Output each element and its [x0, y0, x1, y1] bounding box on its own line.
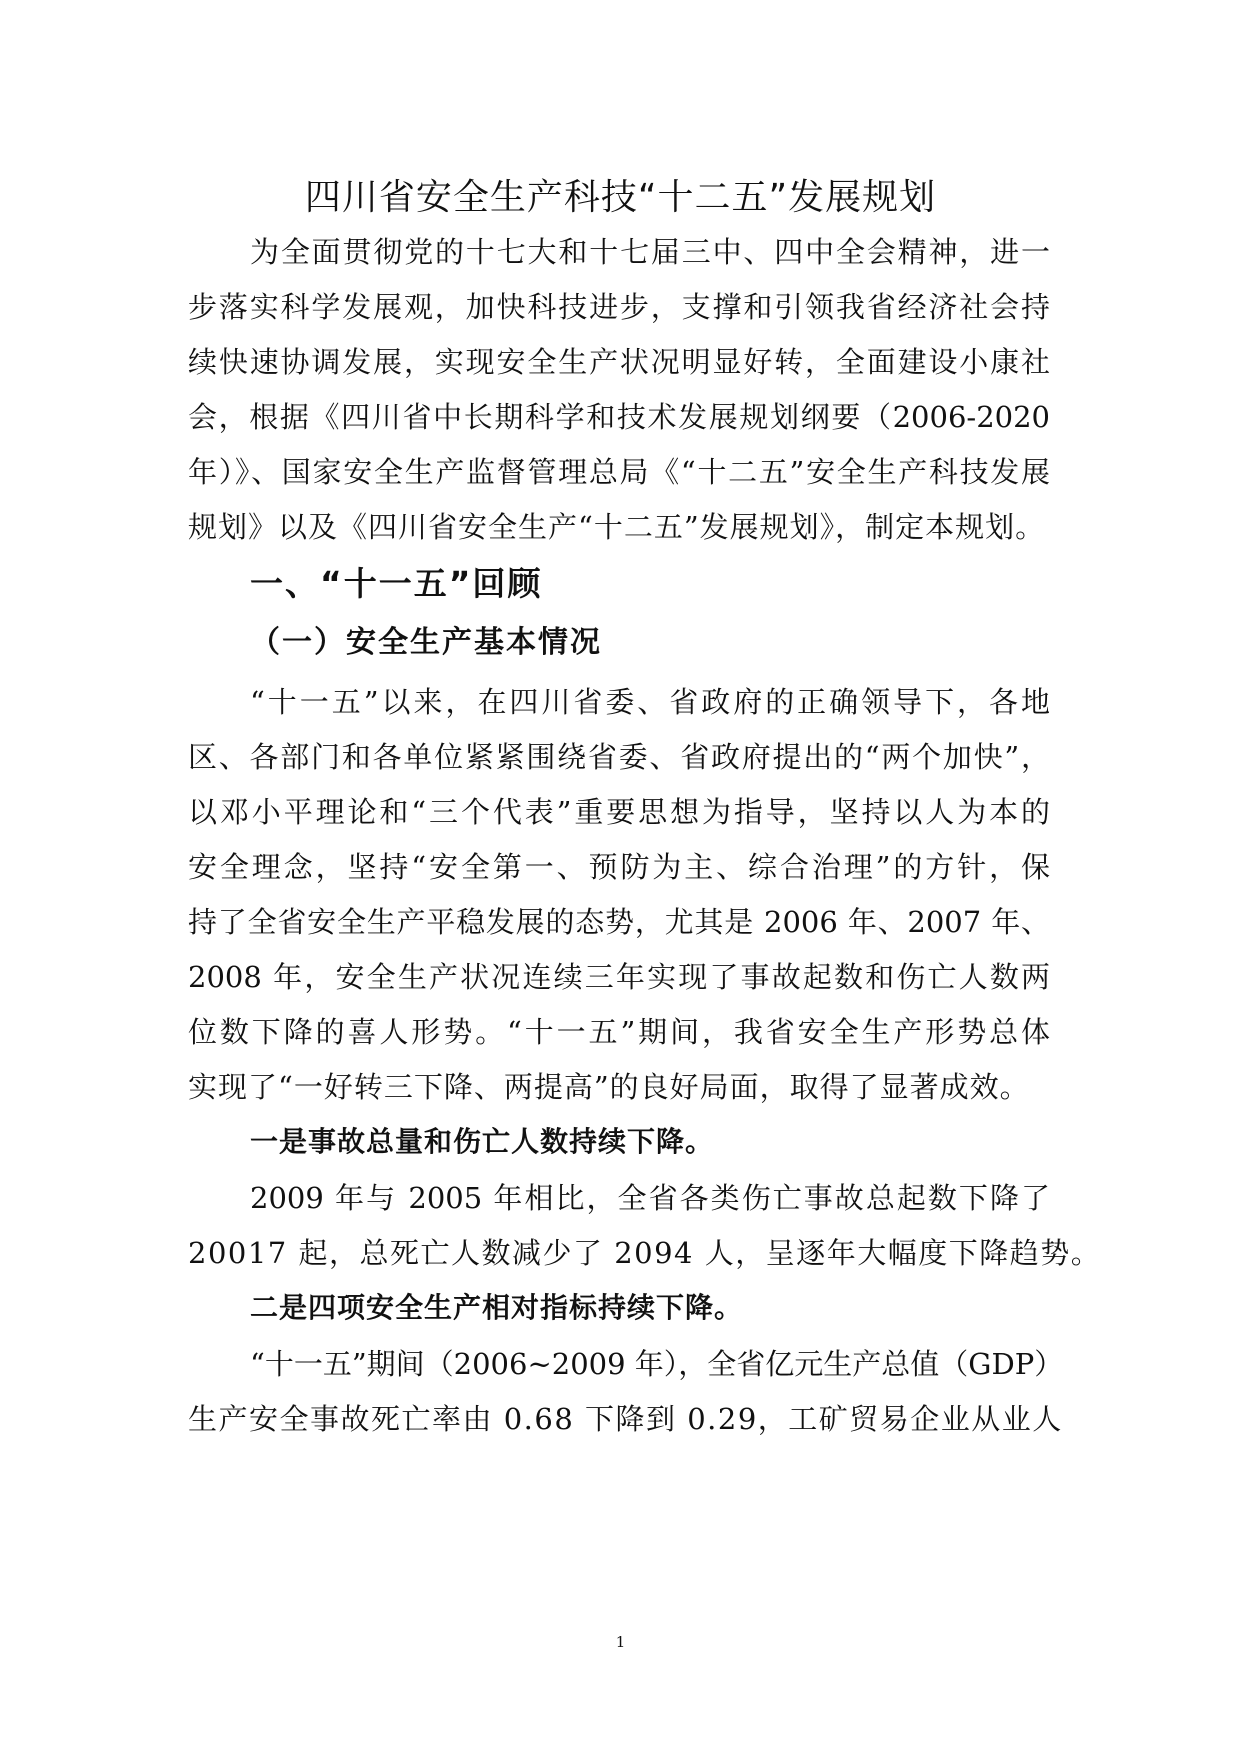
body-line: 区、各部门和各单位紧紧围绕省委、省政府提出的“两个加快”，	[188, 740, 1050, 774]
body-line: “十一五”以来，在四川省委、省政府的正确领导下，各地	[250, 685, 1050, 719]
point-heading: 二是四项安全生产相对指标持续下降。	[250, 1291, 744, 1324]
body-line: 位数下降的喜人形势。“十一五”期间，我省安全生产形势总体	[188, 1015, 1050, 1049]
subsection-heading: （一）安全生产基本情况	[250, 625, 602, 660]
body-line: 持了全省安全生产平稳发展的态势，尤其是 2006 年、2007 年、	[188, 905, 1050, 939]
body-line: 实现了“一好转三下降、两提高”的良好局面，取得了显著成效。	[188, 1070, 1030, 1104]
body-line: 2008 年，安全生产状况连续三年实现了事故起数和伤亡人数两	[188, 960, 1050, 994]
body-line: 以邓小平理论和“三个代表”重要思想为指导，坚持以人为本的	[188, 795, 1050, 829]
intro-line: 年）》、国家安全生产监督管理总局《“十二五”安全生产科技发展	[188, 455, 1050, 489]
intro-line: 续快速协调发展，实现安全生产状况明显好转，全面建设小康社	[188, 345, 1050, 379]
intro-line: 为全面贯彻党的十七大和十七届三中、四中全会精神，进一	[250, 235, 1050, 269]
section-heading: 一、“十一五”回顾	[250, 564, 543, 603]
body-line: “十一五”期间（2006~2009 年），全省亿元生产总值（GDP）	[250, 1347, 1064, 1381]
document-title: 四川省安全生产科技“十二五”发展规划	[304, 177, 937, 218]
point-heading: 一是事故总量和伤亡人数持续下降。	[250, 1125, 715, 1158]
body-line: 20017 起，总死亡人数减少了 2094 人，呈逐年大幅度下降趋势。	[188, 1236, 1102, 1270]
body-line: 生产安全事故死亡率由 0.68 下降到 0.29，工矿贸易企业从业人	[188, 1402, 1063, 1436]
body-line: 2009 年与 2005 年相比，全省各类伤亡事故总起数下降了	[250, 1181, 1050, 1215]
intro-line: 会，根据《四川省中长期科学和技术发展规划纲要（2006-2020	[188, 400, 1050, 434]
intro-line: 步落实科学发展观，加快科技进步，支撑和引领我省经济社会持	[188, 290, 1050, 324]
body-line: 安全理念，坚持“安全第一、预防为主、综合治理”的方针，保	[188, 850, 1050, 884]
intro-line: 规划》以及《四川省安全生产“十二五”发展规划》，制定本规划。	[188, 510, 1046, 544]
page-number: 1	[615, 1633, 626, 1651]
